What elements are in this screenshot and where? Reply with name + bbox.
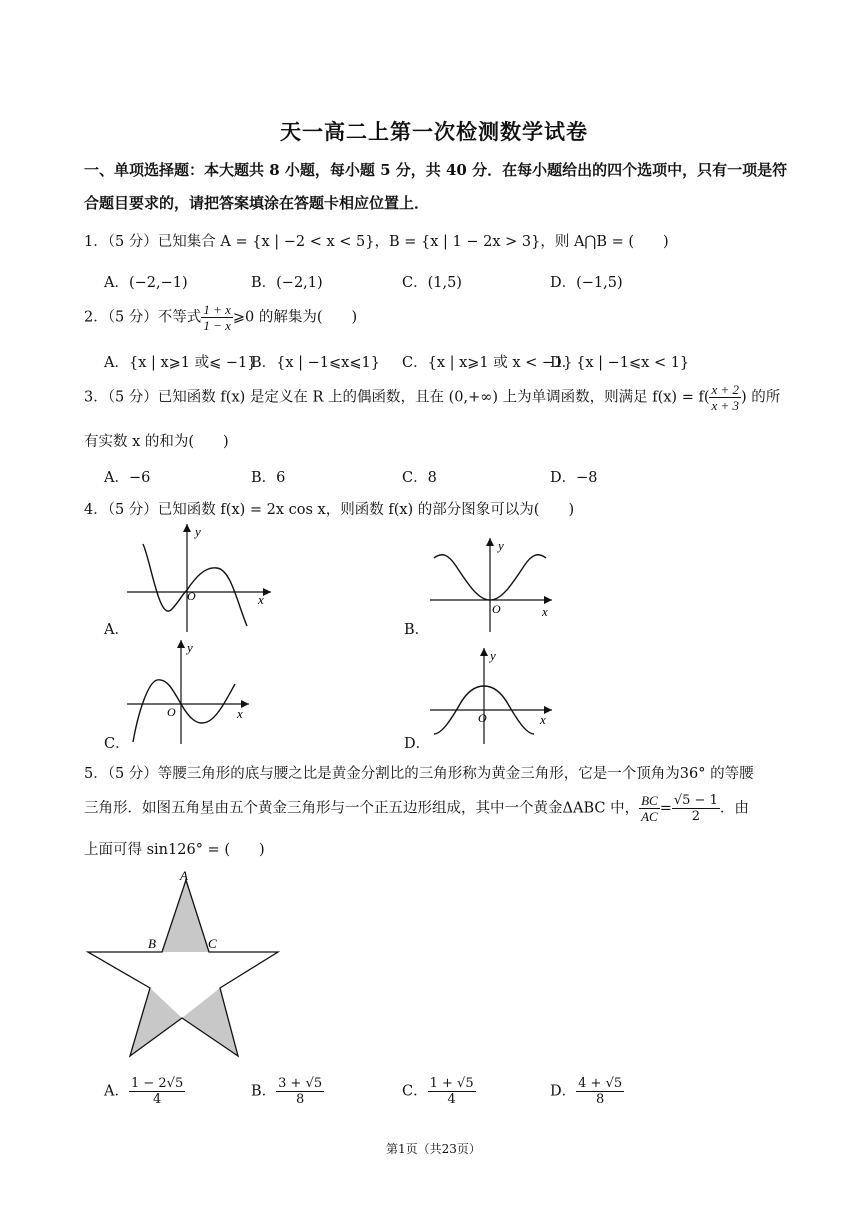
- q5-stem-line1: 5．（5 分）等腰三角形的底与腰之比是黄金分割比的三角形称为黄金三角形，它是一个顶角为36° 的等腰: [84, 766, 754, 782]
- q3-option-b: B．6: [251, 470, 286, 486]
- q5-golden-num: √5 − 1: [673, 793, 718, 808]
- q5-option-c: [402, 1076, 476, 1107]
- star-label-a: A: [180, 868, 188, 883]
- q3-stem-line2: 有实数 x 的和为( ): [84, 434, 229, 450]
- q4-option-a: A．: [104, 622, 129, 638]
- page-title: 天一高二上第一次检测数学试卷: [280, 119, 588, 144]
- q5-option-d-fraction: [576, 1076, 624, 1107]
- q5-option-d-num: 4 + √5: [578, 1076, 623, 1091]
- q4-graph-c-x-label: x: [237, 706, 243, 721]
- q2-fraction: [201, 302, 233, 333]
- q5-ratio-den: AC: [641, 809, 658, 824]
- q5-option-b-fraction: [276, 1076, 324, 1107]
- q3-fraction-den: x + 3: [711, 398, 740, 413]
- q3-fraction-num: x + 2: [711, 382, 740, 397]
- q5-option-c-den: 4: [447, 1092, 456, 1107]
- q4-graph-b-x-label: x: [542, 604, 548, 619]
- q1-stem: 1．（5 分）已知集合 A = {x | −2 < x < 5}，B = {x | 1 − 2x > 3}，则 A⋂B = ( ): [84, 234, 669, 250]
- star-label-c: C: [208, 936, 217, 951]
- q4-graph-d: [428, 646, 558, 746]
- q3-option-c: C．8: [402, 470, 437, 486]
- q4-option-d: D．: [404, 736, 431, 752]
- q5-stem-line3: 上面可得 sin126° = ( ): [84, 842, 265, 858]
- q5-option-b-label: B．: [251, 1083, 277, 1100]
- q3-stem: [84, 382, 780, 413]
- q2-option-d: D．{x | −1⩽x < 1}: [550, 355, 690, 371]
- q2-option-b: B．{x | −1⩽x⩽1}: [251, 355, 380, 371]
- q1-option-b: B．(−2,1): [251, 275, 323, 291]
- q5-option-a-fraction: [129, 1076, 185, 1107]
- q5-option-d-label: D．: [550, 1083, 577, 1100]
- q3-fraction: [709, 382, 741, 413]
- q2-stem: [84, 302, 357, 333]
- page-footer: 第1页（共23页）: [386, 1142, 481, 1156]
- q5-golden-den: 2: [691, 809, 700, 824]
- q3-option-d: D．−8: [550, 470, 598, 486]
- q4-graph-c-origin-label: O: [167, 705, 176, 719]
- q2-stem-prefix: 2．（5 分）不等式: [84, 309, 202, 326]
- q5-equals: =: [659, 800, 672, 817]
- q2-option-c: C．{x | x⩾1 或 x < −1}: [402, 355, 573, 371]
- q4-graph-a-origin-label: O: [187, 589, 196, 603]
- q5-option-b-den: 8: [296, 1092, 305, 1107]
- q4-option-c: C．: [104, 736, 130, 752]
- q5-star-figure: [84, 866, 284, 1076]
- q5-option-b: [251, 1076, 324, 1107]
- q5-option-d-den: 8: [595, 1092, 605, 1107]
- star-lower-left-point: [130, 988, 182, 1056]
- q4-graph-c-y-label: y: [187, 640, 193, 655]
- q4-graph-b: [428, 536, 558, 634]
- q4-graph-c: [125, 638, 255, 746]
- section-header-line2: 合题目要求的，请把答案填涂在答题卡相应位置上．: [84, 194, 430, 212]
- star-top-point: [162, 880, 209, 952]
- q3-stem-prefix: 3．（5 分）已知函数 f(x) 是定义在 R 上的偶函数，且在 (0,+∞) 上为单调函数，则满足 f(x) = f(: [84, 389, 710, 406]
- q4-option-b: B．: [404, 622, 430, 638]
- q2-option-a: A．{x | x⩾1 或⩽ −1}: [104, 355, 257, 371]
- q4-graph-d-origin-label: O: [478, 711, 487, 725]
- q5-stem-line2-prefix: 三角形．如图五角星由五个黄金三角形与一个正五边形组成，其中一个黄金ΔABC 中，: [84, 800, 640, 817]
- q5-option-c-fraction: [428, 1076, 476, 1107]
- q3-stem-suffix: ) 的所: [741, 389, 781, 406]
- q5-ratio-fraction: [639, 793, 660, 824]
- q1-option-d: D．(−1,5): [550, 275, 623, 291]
- q4-graph-d-y-label: y: [490, 648, 496, 663]
- q5-option-a: [104, 1076, 185, 1107]
- q2-stem-suffix: ⩾0 的解集为( ): [232, 309, 358, 326]
- q5-option-c-label: C．: [402, 1083, 428, 1100]
- section-header-line1: 一、单项选择题：本大题共 8 小题，每小题 5 分，共 40 分．在每小题给出的四个选项中，只有一项是符: [84, 161, 788, 179]
- q5-option-d: [550, 1076, 624, 1107]
- q5-golden-fraction: [672, 793, 720, 824]
- q4-graph-b-origin-label: O: [492, 602, 501, 616]
- q4-stem: 4．（5 分）已知函数 f(x) = 2x cos x，则函数 f(x) 的部分图象可以为( ): [84, 502, 575, 518]
- q5-stem-line2-suffix: ．由: [719, 800, 749, 817]
- q4-graph-a: [125, 522, 275, 634]
- star-label-b: B: [148, 936, 156, 951]
- q4-graph-a-y-label: y: [195, 524, 201, 539]
- q5-stem-line2: [84, 793, 749, 824]
- q3-option-a: A．−6: [104, 470, 151, 486]
- q5-option-c-num: 1 + √5: [429, 1076, 474, 1091]
- q4-graph-b-y-label: y: [498, 538, 504, 553]
- q2-fraction-den: 1 − x: [203, 318, 231, 333]
- q1-option-c: C．(1,5): [402, 275, 462, 291]
- q4-graph-a-x-label: x: [258, 592, 264, 607]
- q1-option-a: A．(−2,−1): [104, 275, 188, 291]
- q5-option-a-num: 1 − 2√5: [130, 1076, 184, 1091]
- q4-graph-d-x-label: x: [540, 712, 546, 727]
- q5-option-a-den: 4: [152, 1092, 162, 1107]
- q5-option-b-num: 3 + √5: [278, 1076, 323, 1091]
- q5-option-a-label: A．: [104, 1083, 129, 1100]
- q5-ratio-num: BC: [641, 793, 658, 808]
- q2-fraction-num: 1 + x: [203, 302, 231, 317]
